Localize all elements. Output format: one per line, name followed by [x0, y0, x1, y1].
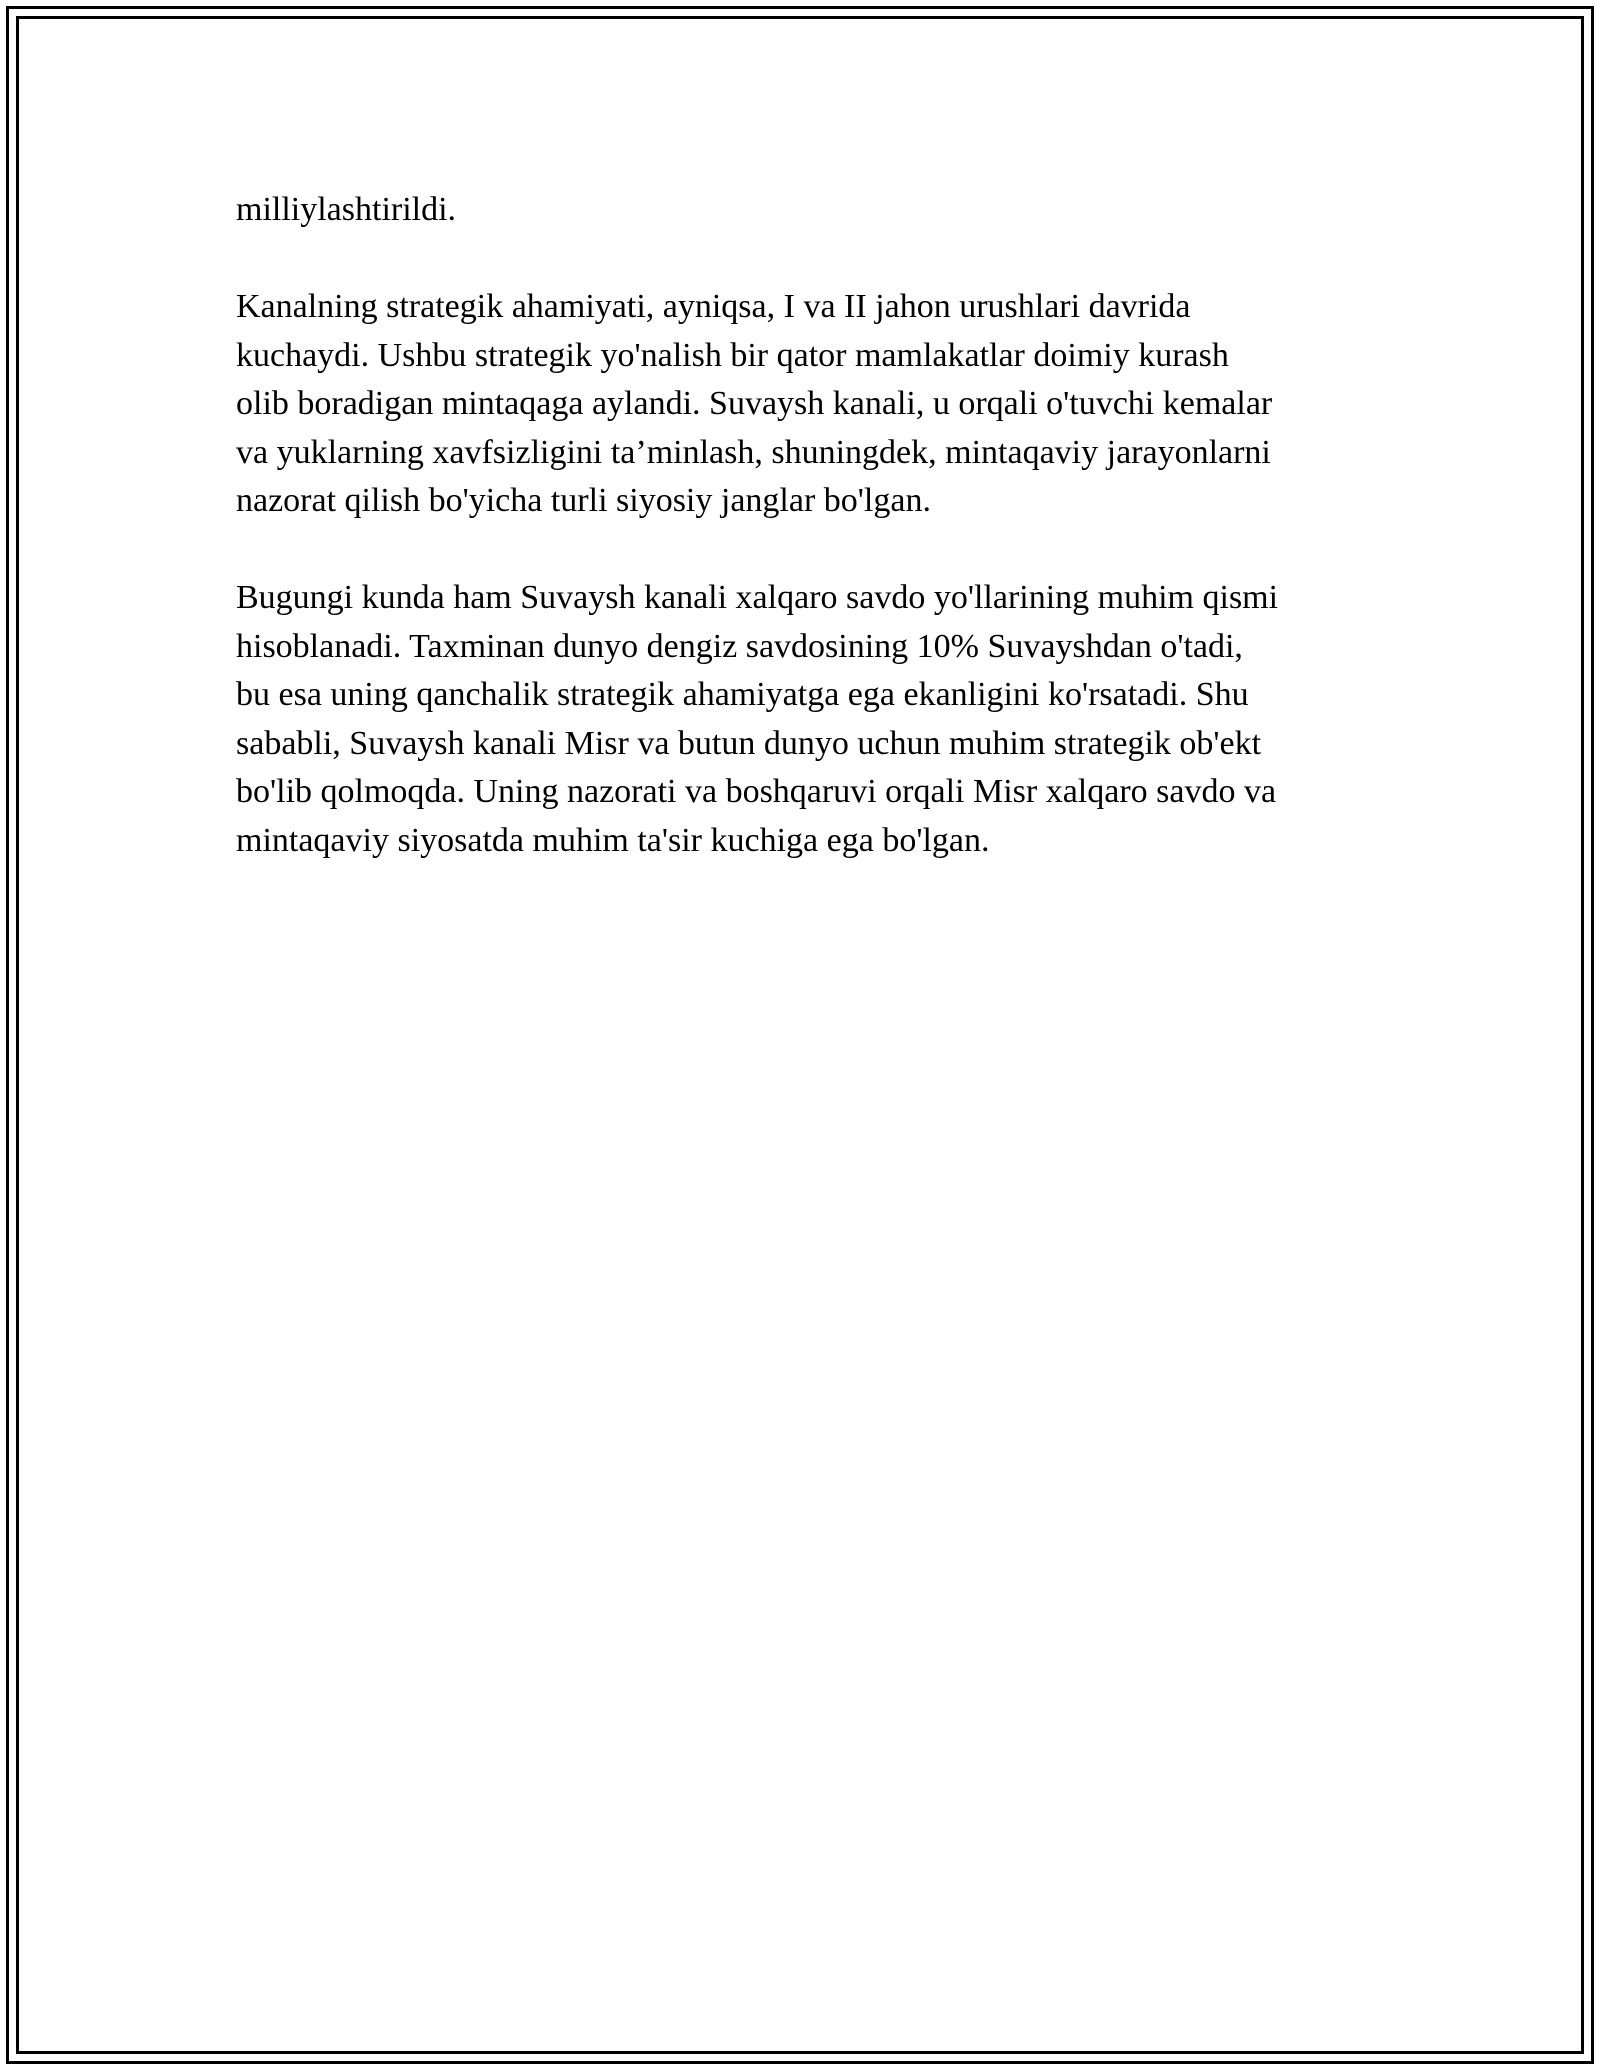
text-line: nazorat qilish bo'yicha turli siyosiy janglar bo'lgan. [236, 482, 931, 519]
text-line: Kanalning strategik ahamiyati, ayniqsa, I va II jahon urushlari davrida [236, 288, 1191, 325]
text-line: olib boradigan mintaqaga aylandi. Suvaysh kanali, u orqali o'tuvchi kemalar [236, 385, 1273, 422]
document-body [236, 186, 1366, 914]
text-line: va yuklarning xavfsizligini ta’minlash, shuningdek, mintaqaviy jarayonlarni [236, 433, 1271, 471]
paragraph [236, 283, 1366, 526]
text-line: kuchaydi. Ushbu strategik yo'nalish bir qator mamlakatlar doimiy kurash [236, 336, 1229, 374]
text-line: milliylashtirildi. [236, 191, 457, 228]
paragraph [236, 574, 1366, 865]
text-line: sababli, Suvaysh kanali Misr va butun dunyo uchun muhim strategik ob'ekt [236, 724, 1262, 762]
paragraph [236, 186, 1366, 235]
text-line: hisoblanadi. Taxminan dunyo dengiz savdosining 10% Suvayshdan o'tadi, [236, 627, 1243, 665]
text-line: bo'lib qolmoqda. Uning nazorati va boshqaruvi orqali Misr xalqaro savdo va [236, 773, 1277, 810]
text-line: bu esa uning qanchalik strategik ahamiyatga ega ekanligini ko'rsatadi. Shu [236, 676, 1249, 713]
text-line: Bugungi kunda ham Suvaysh kanali xalqaro savdo yo'llarining muhim qismi [236, 579, 1279, 616]
text-line: mintaqaviy siyosatda muhim ta'sir kuchiga ega bo'lgan. [236, 821, 990, 859]
